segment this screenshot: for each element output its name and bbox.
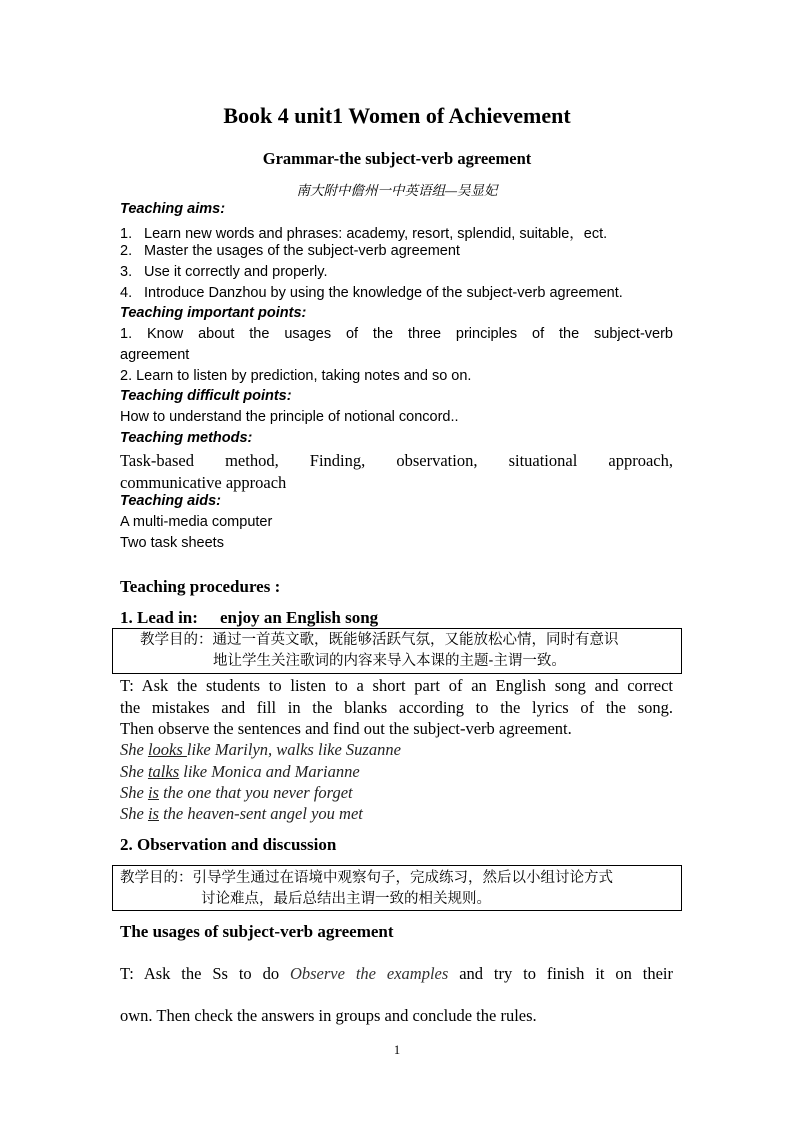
aim-item — [120, 264, 327, 280]
step2-instruction-line — [120, 964, 673, 984]
aid-item: A multi-media computer — [120, 514, 273, 530]
aim-number: 4. — [120, 285, 133, 301]
difficult-points-heading: Teaching difficult points: — [120, 388, 292, 404]
procedures-heading: Teaching procedures : — [120, 577, 281, 596]
aids-heading: Teaching aids: — [120, 493, 221, 509]
difficult-point-text: How to understand the principle of notional concord.. — [120, 409, 459, 425]
step1-objective-box — [112, 628, 682, 674]
instruction-italic: Observe the examples — [289, 964, 449, 983]
aim-number: 2. — [120, 243, 133, 259]
aim-item — [120, 222, 607, 243]
methods-heading: Teaching methods: — [120, 430, 253, 446]
aim-text: Learn new words and phrases: academy, resort, splendid, suitable，ect. — [144, 226, 608, 242]
aims-heading: Teaching aims: — [120, 201, 226, 217]
step1-objective-line: 教学目的：通过一首英文歌，既能够活跃气氛，又能放松心情，同时有意识 — [140, 632, 619, 648]
lyric-line — [120, 740, 401, 760]
aim-number: 3. — [120, 264, 133, 280]
lyric-line — [120, 783, 353, 803]
step2-objective-line: 教学目的：引导学生通过在语境中观察句子，完成练习，然后以小组讨论方式 — [120, 870, 613, 886]
step1-label: 1. Lead in: — [120, 608, 198, 627]
document-title: Book 4 unit1 Women of Achievement — [223, 103, 571, 128]
instruction-text: and try to finish it on their — [459, 964, 674, 983]
methods-line-2: communicative approach — [120, 473, 287, 492]
lyric-subject: She — [120, 762, 148, 781]
lyric-line — [120, 804, 363, 824]
lyric-rest: like Marilyn, walks like Suzanne — [186, 740, 401, 759]
lyric-rest: the heaven-sent angel you met — [158, 804, 363, 823]
important-point-2: 2. Learn to listen by prediction, taking notes and so on. — [120, 368, 472, 384]
lyric-subject: She — [120, 740, 148, 759]
lyric-verb-blank: is — [147, 804, 159, 823]
step1-heading — [120, 608, 378, 628]
step1-instruction-line: the mistakes and fill in the blanks according to the lyrics of the song. — [120, 698, 673, 717]
step1-objective-line: 地让学生关注歌词的内容来导入本课的主题-主谓一致。 — [213, 653, 566, 669]
aim-text: Introduce Danzhou by using the knowledge of the subject-verb agreement. — [144, 285, 623, 301]
important-point-1: 1. Know about the usages of the three principles of the subject-verb — [120, 326, 673, 342]
lyric-verb-blank: looks — [147, 740, 187, 759]
document-subtitle: Grammar-the subject-verb agreement — [262, 149, 532, 168]
step2-instruction-line: own. Then check the answers in groups and conclude the rules. — [120, 1006, 537, 1025]
page-number: 1 — [393, 1043, 401, 1057]
aim-text: Use it correctly and properly. — [144, 264, 328, 280]
lyric-line — [120, 762, 360, 782]
step2-objective-box — [112, 865, 682, 911]
methods-line-1: Task-based method, Finding, observation, situational approach, — [120, 451, 673, 470]
step1-title: enjoy an English song — [219, 608, 379, 627]
step1-instruction-line: T: Ask the students to listen to a short part of an English song and correct — [120, 676, 673, 695]
lyric-subject: She — [120, 783, 148, 802]
lyric-verb-blank: talks — [147, 762, 180, 781]
aim-number: 1. — [120, 226, 133, 242]
aid-item: Two task sheets — [120, 535, 224, 551]
important-point-1-cont: agreement — [120, 347, 190, 363]
lyric-verb-blank: is — [147, 783, 159, 802]
step2-objective-line: 讨论难点，最后总结出主谓一致的相关规则。 — [201, 891, 491, 907]
step2-heading: 2. Observation and discussion — [120, 835, 337, 854]
author-line: 南大附中儋州一中英语组—吴显妃 — [296, 183, 498, 198]
aim-item — [120, 243, 460, 259]
lyric-subject: She — [120, 804, 148, 823]
instruction-text: T: Ask the Ss to do — [120, 964, 290, 983]
lyric-rest: the one that you never forget — [158, 783, 353, 802]
usages-heading: The usages of subject-verb agreement — [120, 922, 394, 941]
aim-text: Master the usages of the subject-verb agreement — [144, 243, 460, 259]
important-points-heading: Teaching important points: — [120, 305, 307, 321]
aim-item — [120, 285, 623, 301]
lyric-rest: like Monica and Marianne — [179, 762, 360, 781]
step1-instruction-line: Then observe the sentences and find out the subject-verb agreement. — [120, 719, 572, 738]
